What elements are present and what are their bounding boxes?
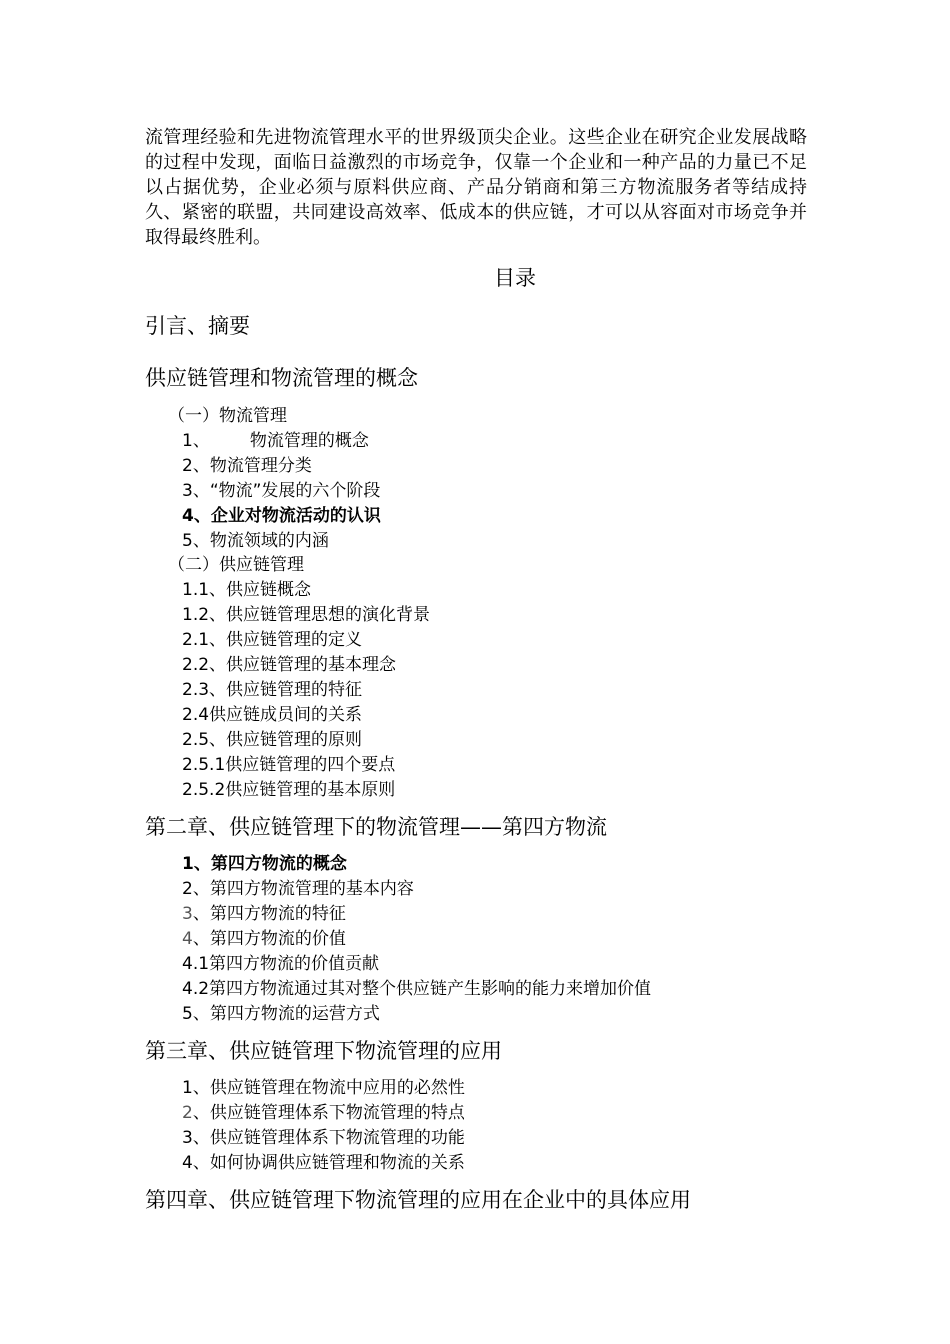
intro-paragraph: 流管理经验和先进物流管理水平的世界级顶尖企业。这些企业在研究企业发展战略的过程中发现，面临日益激烈的市场竞争，仅靠一个企业和一种产品的力量已不足以占据优势，企业必须与原料供应商、产品分销商和第三方物流服务者等结成持久、紧密的联盟，共同建设高效率、低成本的供应链，才可以从容面对市场竞争并取得最终胜利。 [145, 127, 807, 248]
toc-chapter-2: 第二章、供应链管理下的物流管理——第四方物流 [145, 815, 607, 839]
toc-item: 1.2、供应链管理思想的演化背景 [182, 605, 431, 625]
toc-item: 3、供应链管理体系下物流管理的功能 [182, 1128, 465, 1148]
toc-item: 2、物流管理分类 [182, 456, 312, 476]
toc-item: 2.3、供应链管理的特征 [182, 680, 363, 700]
toc-chapter-1: 供应链管理和物流管理的概念 [145, 366, 418, 390]
toc-title: 目录 [494, 266, 536, 290]
toc-item: 2.2、供应链管理的基本理念 [182, 655, 397, 675]
toc-item: 4、企业对物流活动的认识 [182, 506, 381, 526]
toc-item: 4.1第四方物流的价值贡献 [182, 954, 380, 974]
toc-item-text: 、第四方物流的特征 [192, 904, 346, 924]
toc-item: 2.5.1供应链管理的四个要点 [182, 755, 396, 775]
toc-item-number: 2 [182, 1103, 193, 1123]
toc-item-text: 、供应链管理体系下物流管理的特点 [192, 1103, 465, 1123]
toc-item: 2.4供应链成员间的关系 [182, 705, 363, 725]
toc-item: 1、第四方物流的概念 [182, 854, 347, 874]
toc-item: 5、第四方物流的运营方式 [182, 1004, 380, 1024]
toc-item: 2.5、供应链管理的原则 [182, 730, 363, 750]
toc-item: 2.1、供应链管理的定义 [182, 630, 363, 650]
toc-section-logistics: （一）物流管理 [168, 406, 287, 426]
toc-chapter-3: 第三章、供应链管理下物流管理的应用 [145, 1039, 502, 1063]
toc-item: 4.2第四方物流通过其对整个供应链产生影响的能力来增加价值 [182, 979, 652, 999]
toc-item-number: 1、 [182, 431, 210, 451]
toc-section-supply-chain: （二）供应链管理 [168, 555, 304, 575]
toc-chapter-4: 第四章、供应链管理下物流管理的应用在企业中的具体应用 [145, 1188, 691, 1212]
toc-item: 3、“物流”发展的六个阶段 [182, 481, 381, 501]
toc-item-text: 、第四方物流的价值 [192, 929, 346, 949]
toc-item: 1、供应链管理在物流中应用的必然性 [182, 1078, 465, 1098]
toc-item [182, 1098, 465, 1123]
toc-item: 1.1、供应链概念 [182, 580, 312, 600]
toc-item: 2、第四方物流管理的基本内容 [182, 879, 414, 899]
toc-item-number: 4 [182, 929, 193, 949]
toc-item [182, 426, 369, 451]
toc-item [182, 924, 346, 949]
toc-item-number: 3 [182, 904, 193, 924]
toc-item: 2.5.2供应链管理的基本原则 [182, 780, 396, 800]
toc-item: 5、物流领域的内涵 [182, 531, 329, 551]
toc-preface: 引言、摘要 [145, 314, 250, 338]
toc-item [182, 899, 346, 924]
toc-item: 4、如何协调供应链管理和物流的关系 [182, 1153, 465, 1173]
toc-item-text: 物流管理的概念 [249, 431, 369, 451]
